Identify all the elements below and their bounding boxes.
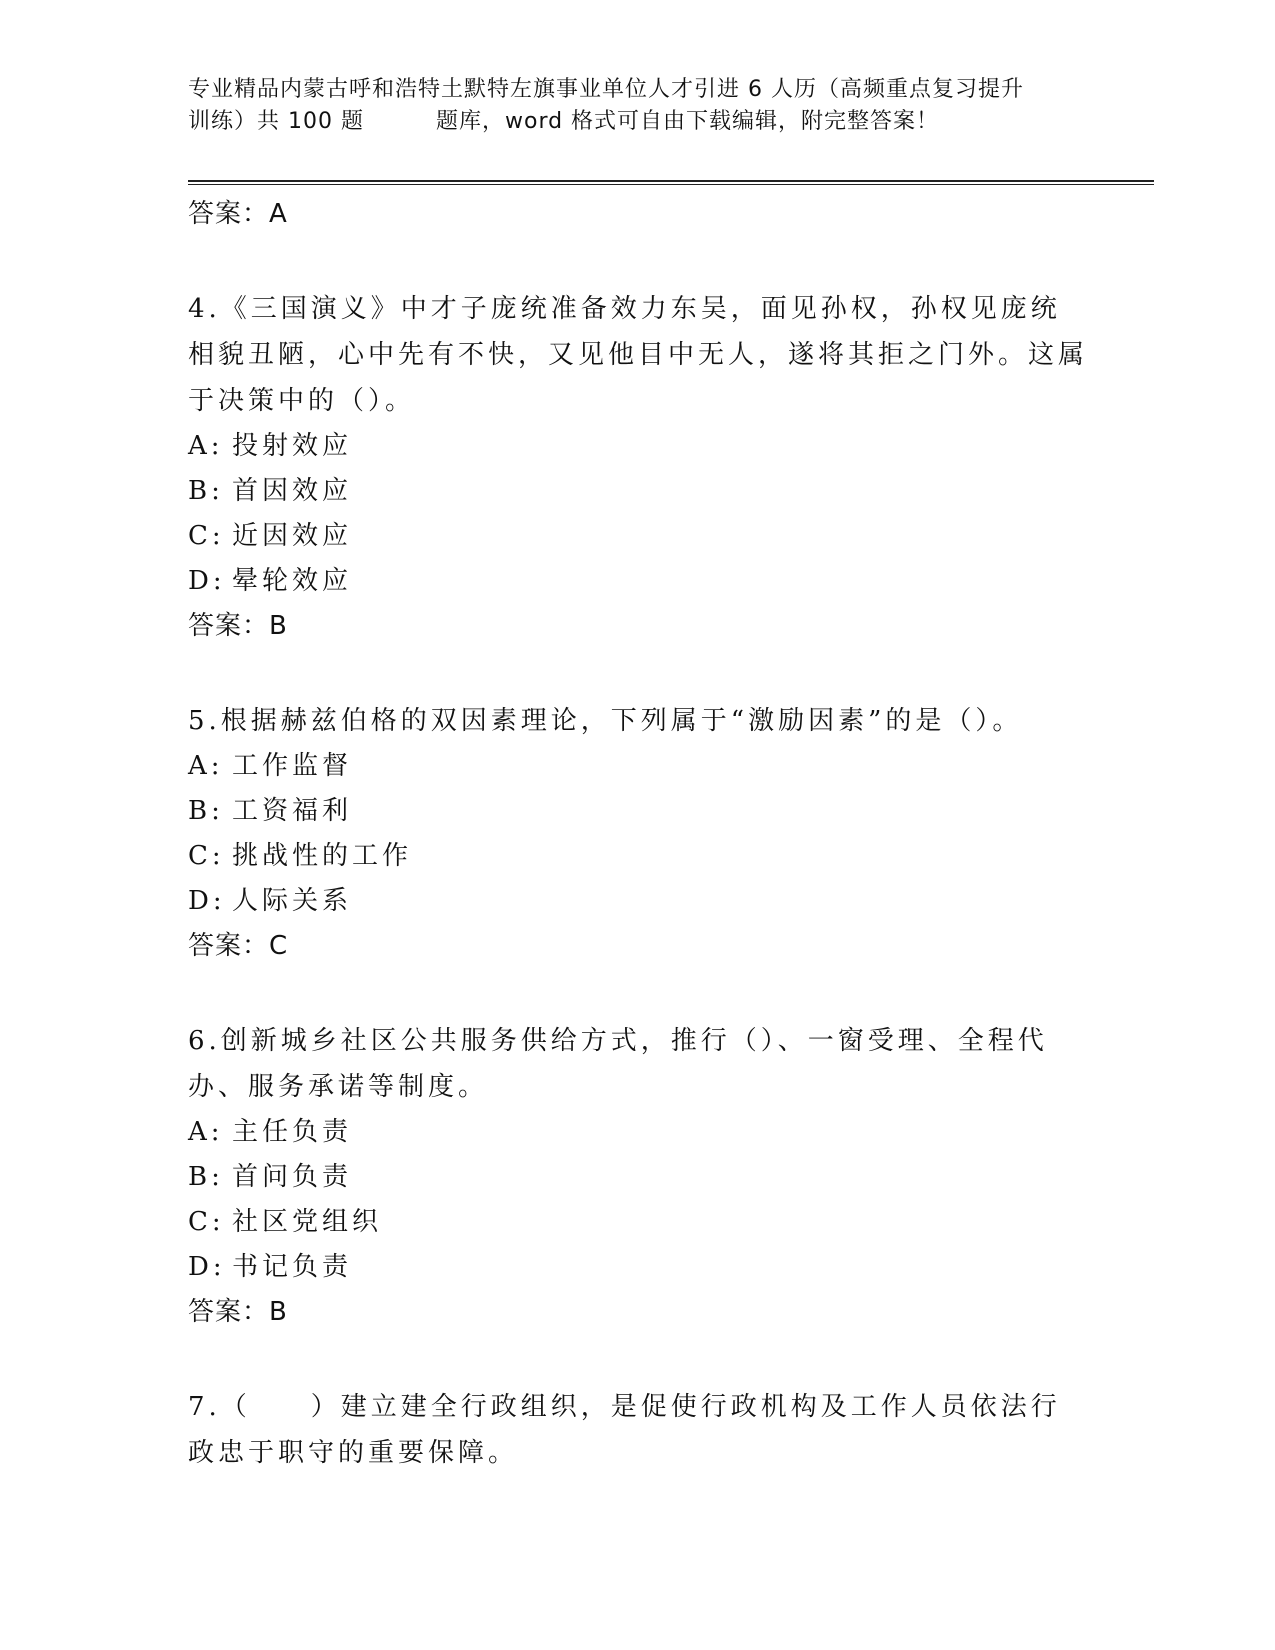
question-text: 6.创新城乡社区公共服务供给方式，推行（）、一窗受理、全程代办、服务承诺等制度。 (188, 1026, 1048, 1102)
option-d (188, 1245, 1088, 1290)
option-label: D: (188, 886, 226, 916)
header-line-2-part-b: 题库，word 格式可自由下载编辑，附完整答案！ (435, 109, 940, 134)
option-label: B: (188, 796, 224, 826)
question-4 (188, 286, 1088, 648)
option-text: 人际关系 (232, 886, 353, 916)
option-d (188, 879, 1088, 924)
option-c (188, 1200, 1088, 1245)
option-label: D: (188, 566, 226, 596)
option-text: 挑战性的工作 (232, 841, 413, 871)
page-header (188, 74, 1088, 138)
option-a (188, 744, 1088, 789)
option-label: B: (188, 476, 224, 506)
option-a (188, 424, 1088, 469)
option-label: A: (188, 1117, 224, 1147)
header-rule-thick (188, 180, 1154, 182)
question-text: 7.（ ）建立建全行政组织，是促使行政机构及工作人员依法行政忠于职守的重要保障。 (188, 1392, 1061, 1468)
option-text: 首因效应 (232, 476, 353, 506)
answer-line: 答案：B (188, 611, 288, 641)
option-label: A: (188, 431, 224, 461)
option-text: 工资福利 (232, 796, 353, 826)
question-text: 5.根据赫兹伯格的双因素理论，下列属于“激励因素”的是（）。 (188, 706, 1023, 736)
option-label: D: (188, 1252, 226, 1282)
header-line-2 (188, 106, 1088, 138)
header-line-1: 专业精品内蒙古呼和浩特土默特左旗事业单位人才引进 6 人历（高频重点复习提升 (188, 77, 1024, 102)
option-a (188, 1110, 1088, 1155)
question-7 (188, 1384, 1088, 1476)
option-d (188, 559, 1088, 604)
option-text: 社区党组织 (232, 1207, 383, 1237)
option-text: 近因效应 (232, 521, 353, 551)
questions-content (188, 192, 1088, 1476)
question-6 (188, 1018, 1088, 1334)
answer-line: 答案：C (188, 931, 289, 961)
option-text: 晕轮效应 (232, 566, 353, 596)
option-b (188, 789, 1088, 834)
option-label: C: (188, 521, 225, 551)
option-text: 工作监督 (232, 751, 353, 781)
option-text: 投射效应 (232, 431, 353, 461)
option-label: B: (188, 1162, 224, 1192)
option-c (188, 514, 1088, 559)
option-text: 主任负责 (232, 1117, 353, 1147)
question-text: 4.《三国演义》中才子庞统准备效力东吴，面见孙权，孙权见庞统相貌丑陋，心中先有不快，又见他目中无人，遂将其拒之门外。这属于决策中的（）。 (188, 294, 1089, 416)
option-label: C: (188, 1207, 225, 1237)
header-line-2-part-a: 训练）共 100 题 (188, 109, 364, 134)
answer-line: 答案：A (188, 199, 288, 229)
option-c (188, 834, 1088, 879)
answer-line: 答案：B (188, 1297, 288, 1327)
option-b (188, 469, 1088, 514)
option-b (188, 1155, 1088, 1200)
question-5 (188, 698, 1088, 968)
option-label: A: (188, 751, 224, 781)
option-label: C: (188, 841, 225, 871)
option-text: 书记负责 (232, 1252, 353, 1282)
header-rule-thin (188, 184, 1154, 185)
option-text: 首问负责 (232, 1162, 353, 1192)
